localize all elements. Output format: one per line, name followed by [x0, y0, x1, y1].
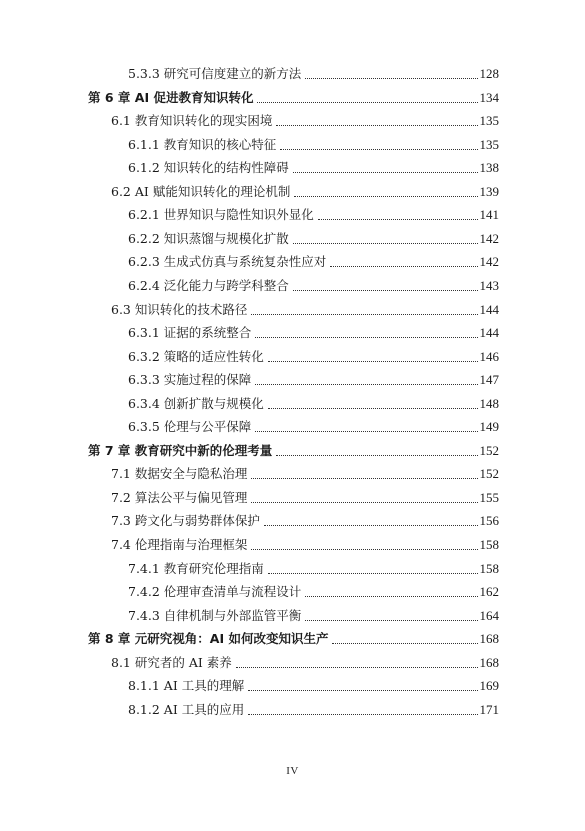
toc-entry-label: [128, 394, 266, 414]
toc-entry[interactable]: [128, 252, 499, 272]
dot-leader: [318, 219, 478, 220]
dot-leader: [330, 266, 477, 267]
toc-entry-title: 世界知识与隐性知识外显化: [163, 207, 314, 223]
toc-entry-number: 6.1.2: [128, 160, 160, 176]
toc-entry-page: 168: [479, 654, 499, 670]
toc-entry[interactable]: [128, 64, 499, 84]
toc-entry[interactable]: [128, 676, 499, 696]
toc-entry-title: 教育研究伦理指南: [163, 560, 264, 576]
dot-leader: [248, 714, 477, 715]
dot-leader: [255, 337, 477, 338]
toc-entry-label: [128, 135, 278, 155]
toc-entry-number: 6.3.5: [128, 419, 160, 435]
toc-entry-page: 146: [479, 348, 499, 364]
toc-entry-page: 143: [479, 277, 499, 293]
toc-entry-label: [128, 205, 316, 225]
toc-entry-title: 教育研究中新的伦理考量: [134, 442, 273, 458]
toc-entry-page: 142: [479, 230, 499, 246]
toc-entry[interactable]: [111, 182, 499, 202]
toc-entry-page: 171: [479, 701, 499, 717]
dot-leader: [251, 549, 477, 550]
toc-entry[interactable]: [128, 606, 499, 626]
toc-entry[interactable]: [111, 111, 499, 131]
toc-entry-label: [128, 158, 291, 178]
toc-entry-label: [128, 64, 303, 84]
toc-entry-title: 自律机制与外部监管平衡: [163, 607, 302, 623]
toc-entry-number: 8.1: [111, 654, 131, 670]
dot-leader: [305, 78, 477, 79]
toc-entry[interactable]: [128, 582, 499, 602]
toc-entry-title: AI 工具的理解: [163, 678, 245, 694]
toc-entry-page: 144: [479, 301, 499, 317]
toc-entry-label: [88, 629, 330, 649]
toc-entry-title: 生成式仿真与系统复杂性应对: [163, 254, 327, 270]
toc-entry-title: 泛化能力与跨学科整合: [163, 277, 289, 293]
toc-entry-number: 6.1: [111, 113, 131, 129]
dot-leader: [294, 196, 477, 197]
toc-entry-number: 5.3.3: [128, 66, 160, 81]
toc-entry-number: 7.2: [111, 489, 131, 505]
dot-leader: [276, 125, 477, 126]
dot-leader: [257, 102, 477, 103]
toc-entry-number: 6.3.2: [128, 348, 160, 364]
toc-entry-title: 策略的适应性转化: [163, 348, 264, 364]
toc-entry-page: 128: [479, 66, 499, 81]
toc-entry-label: [128, 347, 266, 367]
toc-entry-page: 149: [479, 419, 499, 435]
dot-leader: [293, 290, 478, 291]
toc-entry-page: 134: [479, 89, 499, 105]
dot-leader: [332, 643, 477, 644]
toc-entry-title: 跨文化与弱势群体保护: [134, 513, 260, 529]
dot-leader: [268, 573, 478, 574]
toc-entry-number: 第 7 章: [88, 442, 131, 458]
toc-entry-page: 147: [479, 372, 499, 388]
toc-entry-label: [111, 511, 262, 531]
toc-entry-label: [128, 323, 253, 343]
toc-entry[interactable]: [128, 276, 499, 296]
toc-entry[interactable]: [111, 535, 499, 555]
toc-entry-number: 6.2: [111, 183, 131, 199]
toc-entry-number: 8.1.2: [128, 701, 160, 717]
toc-entry-title: 证据的系统整合: [163, 325, 252, 341]
toc-entry-number: 7.4.3: [128, 607, 160, 623]
toc-entry-page: 158: [479, 560, 499, 576]
toc-entry-page: 155: [479, 489, 499, 505]
toc-entry[interactable]: [88, 88, 499, 108]
dot-leader: [255, 384, 477, 385]
toc-entry-label: [128, 229, 291, 249]
toc-entry-number: 7.4.1: [128, 560, 160, 576]
toc-entry[interactable]: [128, 347, 499, 367]
toc-entry-page: 141: [479, 207, 499, 223]
toc-entry-page: 156: [479, 513, 499, 529]
toc-entry-title: 数据安全与隐私治理: [134, 466, 248, 482]
toc-entry[interactable]: [128, 700, 499, 720]
toc-entry-label: [111, 182, 292, 202]
toc-entry-title: 伦理审查清单与流程设计: [163, 584, 302, 600]
toc-entry-number: 6.3.1: [128, 325, 160, 341]
dot-leader: [305, 620, 477, 621]
dot-leader: [305, 596, 477, 597]
toc-entry-title: 伦理指南与治理框架: [134, 537, 248, 552]
toc-entry-title: AI 促进教育知识转化: [134, 89, 254, 105]
toc-entry-title: AI 工具的应用: [163, 701, 245, 717]
dot-leader: [251, 502, 477, 503]
toc-entry-page: 152: [479, 466, 499, 482]
toc-entry[interactable]: [111, 300, 499, 320]
toc-entry-page: 135: [479, 113, 499, 129]
toc-entry-title: AI 赋能知识转化的理论机制: [134, 183, 291, 199]
toc-entry-number: 6.2.4: [128, 277, 160, 293]
toc-entry-page: 142: [479, 254, 499, 270]
toc-entry[interactable]: [128, 559, 499, 579]
toc-entry-title: 伦理与公平保障: [163, 419, 252, 435]
toc-entry-number: 6.2.1: [128, 207, 160, 223]
toc-entry[interactable]: [128, 417, 499, 437]
toc-entry[interactable]: [128, 229, 499, 249]
page-number: IV: [286, 765, 299, 777]
toc-entry-number: 第 6 章: [88, 89, 131, 105]
toc-entry[interactable]: [128, 370, 499, 390]
toc-entry-title: 教育知识的核心特征: [163, 136, 277, 152]
dot-leader: [255, 431, 477, 432]
dot-leader: [268, 408, 478, 409]
dot-leader: [264, 525, 478, 526]
toc-entry-title: 知识转化的结构性障碍: [163, 160, 289, 176]
toc-entry-number: 6.3: [111, 301, 131, 317]
dot-leader: [248, 690, 477, 691]
toc-entry-page: 168: [479, 631, 499, 647]
toc-entry-label: [128, 370, 253, 390]
toc-entry[interactable]: [111, 511, 499, 531]
toc-entry-label: [128, 676, 246, 696]
toc-entry-label: [111, 464, 249, 484]
toc-entry-label: [128, 582, 303, 602]
toc-entry[interactable]: [128, 135, 499, 155]
toc-entry-page: 164: [479, 607, 499, 623]
toc-entry-page: 169: [479, 678, 499, 694]
toc-entry-label: [128, 276, 291, 296]
toc-entry[interactable]: [128, 158, 499, 178]
toc-entry-page: 144: [479, 325, 499, 341]
toc-entry-label: [128, 700, 246, 720]
toc-entry-number: 6.3.4: [128, 395, 160, 411]
toc-entry-number: 8.1.1: [128, 678, 160, 694]
toc-entry-page: 162: [479, 584, 499, 600]
toc-entry-label: [111, 488, 249, 508]
toc-entry-label: [88, 441, 274, 461]
toc-entry-title: 实施过程的保障: [163, 372, 252, 388]
toc-entry-title: 教育知识转化的现实困境: [134, 113, 273, 129]
toc-entry-number: 7.1: [111, 466, 131, 482]
toc-entry-number: 7.4: [111, 537, 131, 552]
toc-entry-number: 6.3.3: [128, 372, 160, 388]
toc-entry-page: 148: [479, 395, 499, 411]
toc-entry-number: 7.4.2: [128, 584, 160, 600]
toc-entry-page: 139: [479, 183, 499, 199]
dot-leader: [293, 172, 478, 173]
toc-entry-page: 138: [479, 160, 499, 176]
toc-entry-page: 158: [479, 537, 499, 552]
dot-leader: [293, 243, 478, 244]
toc-entry-title: 知识转化的技术路径: [134, 301, 248, 317]
toc-entry[interactable]: [111, 464, 499, 484]
toc-entry-label: [88, 88, 255, 108]
dot-leader: [251, 314, 477, 315]
dot-leader: [276, 455, 477, 456]
toc-entry-label: [111, 653, 234, 673]
toc-entry-label: [111, 535, 249, 555]
toc-entry-label: [111, 111, 274, 131]
toc-entry-title: 研究者的 AI 素养: [134, 654, 232, 670]
toc-entry[interactable]: [88, 629, 499, 649]
toc-entry-number: 6.1.1: [128, 136, 160, 152]
toc-entry-number: 6.2.2: [128, 230, 160, 246]
toc-entry-label: [111, 300, 249, 320]
toc-entry-title: 元研究视角：AI 如何改变知识生产: [134, 631, 329, 647]
toc-entry-number: 6.2.3: [128, 254, 160, 270]
toc-entry-label: [128, 606, 303, 626]
toc-entry-label: [128, 252, 328, 272]
toc-entry[interactable]: [111, 653, 499, 673]
toc-entry-title: 算法公平与偏见管理: [134, 489, 248, 505]
toc-entry[interactable]: [88, 441, 499, 461]
toc-entry-page: 152: [479, 442, 499, 458]
dot-leader: [236, 667, 478, 668]
dot-leader: [268, 361, 478, 362]
dot-leader: [251, 478, 477, 479]
toc-entry-label: [128, 417, 253, 437]
toc-entry[interactable]: [128, 394, 499, 414]
dot-leader: [280, 149, 477, 150]
toc-entry-number: 7.3: [111, 513, 131, 529]
toc-entry[interactable]: [128, 205, 499, 225]
toc-entry-title: 知识蒸馏与规模化扩散: [163, 230, 289, 246]
toc-entry-title: 研究可信度建立的新方法: [163, 66, 302, 81]
toc-entry-title: 创新扩散与规模化: [163, 395, 264, 411]
toc-entry[interactable]: [128, 323, 499, 343]
toc-entry-label: [128, 559, 266, 579]
toc-entry-number: 第 8 章: [88, 631, 131, 647]
toc-entry-page: 135: [479, 136, 499, 152]
toc-entry[interactable]: [111, 488, 499, 508]
